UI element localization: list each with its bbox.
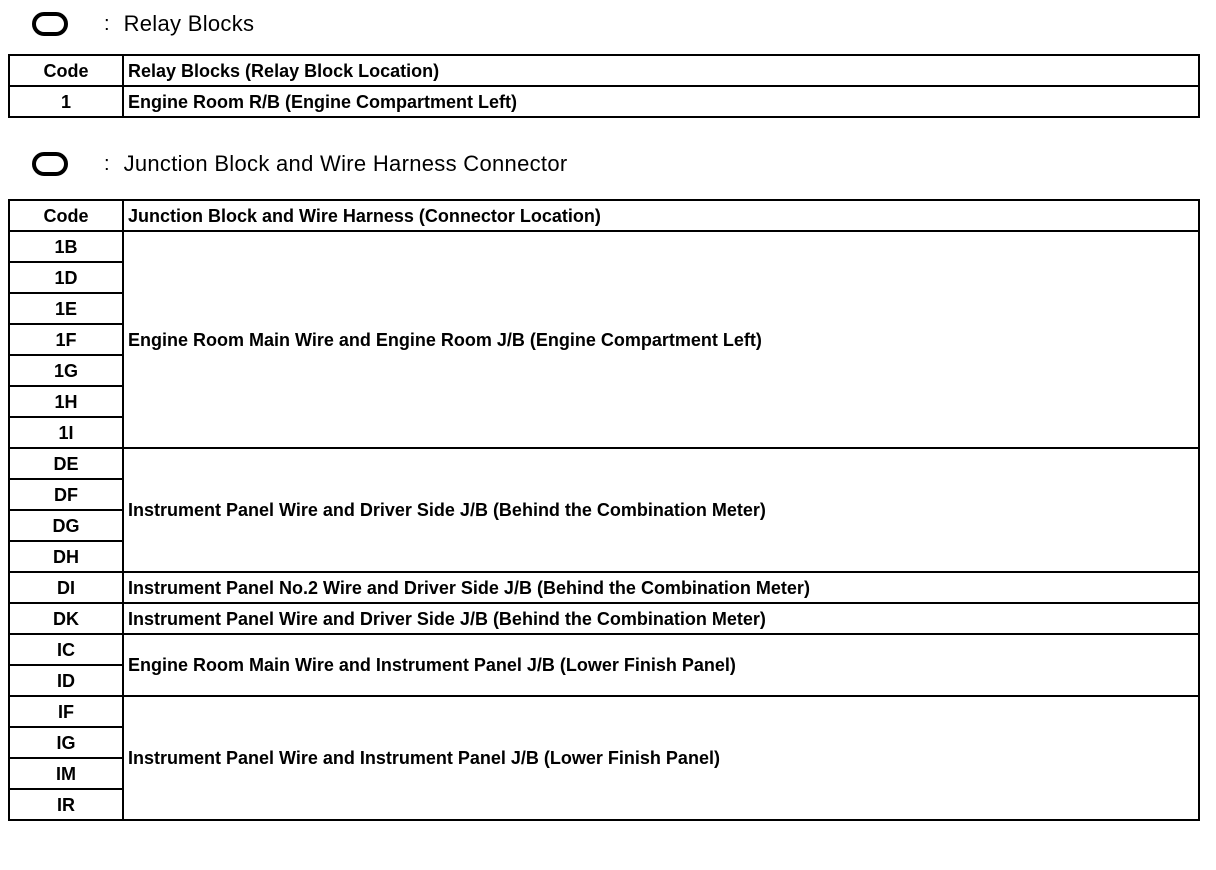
code-cell: DH xyxy=(9,541,123,572)
junction-block-table xyxy=(8,199,1200,821)
relay-legend xyxy=(32,8,254,40)
code-cell: 1F xyxy=(9,324,123,355)
table-header-row xyxy=(9,200,1199,231)
table-row xyxy=(9,86,1199,117)
code-cell: 1E xyxy=(9,293,123,324)
code-cell: 1G xyxy=(9,355,123,386)
description-cell: Engine Room R/B (Engine Compartment Left) xyxy=(123,86,1199,117)
code-cell: 1I xyxy=(9,417,123,448)
code-cell: DK xyxy=(9,603,123,634)
code-cell: 1B xyxy=(9,231,123,262)
code-cell: DF xyxy=(9,479,123,510)
table-row xyxy=(9,696,1199,727)
code-cell: ID xyxy=(9,665,123,696)
code-cell: IG xyxy=(9,727,123,758)
description-cell: Engine Room Main Wire and Engine Room J/B (Engine Compartment Left) xyxy=(123,231,1199,448)
description-cell: Instrument Panel Wire and Driver Side J/B (Behind the Combination Meter) xyxy=(123,603,1199,634)
description-cell: Instrument Panel No.2 Wire and Driver Side J/B (Behind the Combination Meter) xyxy=(123,572,1199,603)
relay-legend-title: Relay Blocks xyxy=(123,11,255,36)
code-cell: DI xyxy=(9,572,123,603)
description-cell: Instrument Panel Wire and Instrument Panel J/B (Lower Finish Panel) xyxy=(123,696,1199,820)
table-row xyxy=(9,572,1199,603)
junction-legend xyxy=(32,148,568,180)
code-cell: DG xyxy=(9,510,123,541)
description-cell: Instrument Panel Wire and Driver Side J/B (Behind the Combination Meter) xyxy=(123,448,1199,572)
relay-blocks-table xyxy=(8,54,1200,118)
description-header: Relay Blocks (Relay Block Location) xyxy=(123,55,1199,86)
description-cell: Engine Room Main Wire and Instrument Panel J/B (Lower Finish Panel) xyxy=(123,634,1199,696)
table-row xyxy=(9,634,1199,665)
table-row xyxy=(9,448,1199,479)
code-header: Code xyxy=(9,55,123,86)
code-cell: IR xyxy=(9,789,123,820)
code-cell: DE xyxy=(9,448,123,479)
code-cell: 1H xyxy=(9,386,123,417)
relay-legend-colon: : xyxy=(104,13,110,35)
junction-legend-title: Junction Block and Wire Harness Connector xyxy=(123,151,568,176)
code-cell: IC xyxy=(9,634,123,665)
table-row xyxy=(9,603,1199,634)
table-row xyxy=(9,231,1199,262)
code-header: Code xyxy=(9,200,123,231)
code-cell: IM xyxy=(9,758,123,789)
description-header: Junction Block and Wire Harness (Connector Location) xyxy=(123,200,1199,231)
code-cell: 1D xyxy=(9,262,123,293)
relay-block-symbol-icon xyxy=(32,12,68,36)
code-cell: 1 xyxy=(9,86,123,117)
junction-block-symbol-icon xyxy=(32,152,68,176)
code-cell: IF xyxy=(9,696,123,727)
table-header-row xyxy=(9,55,1199,86)
junction-legend-colon: : xyxy=(104,153,110,175)
